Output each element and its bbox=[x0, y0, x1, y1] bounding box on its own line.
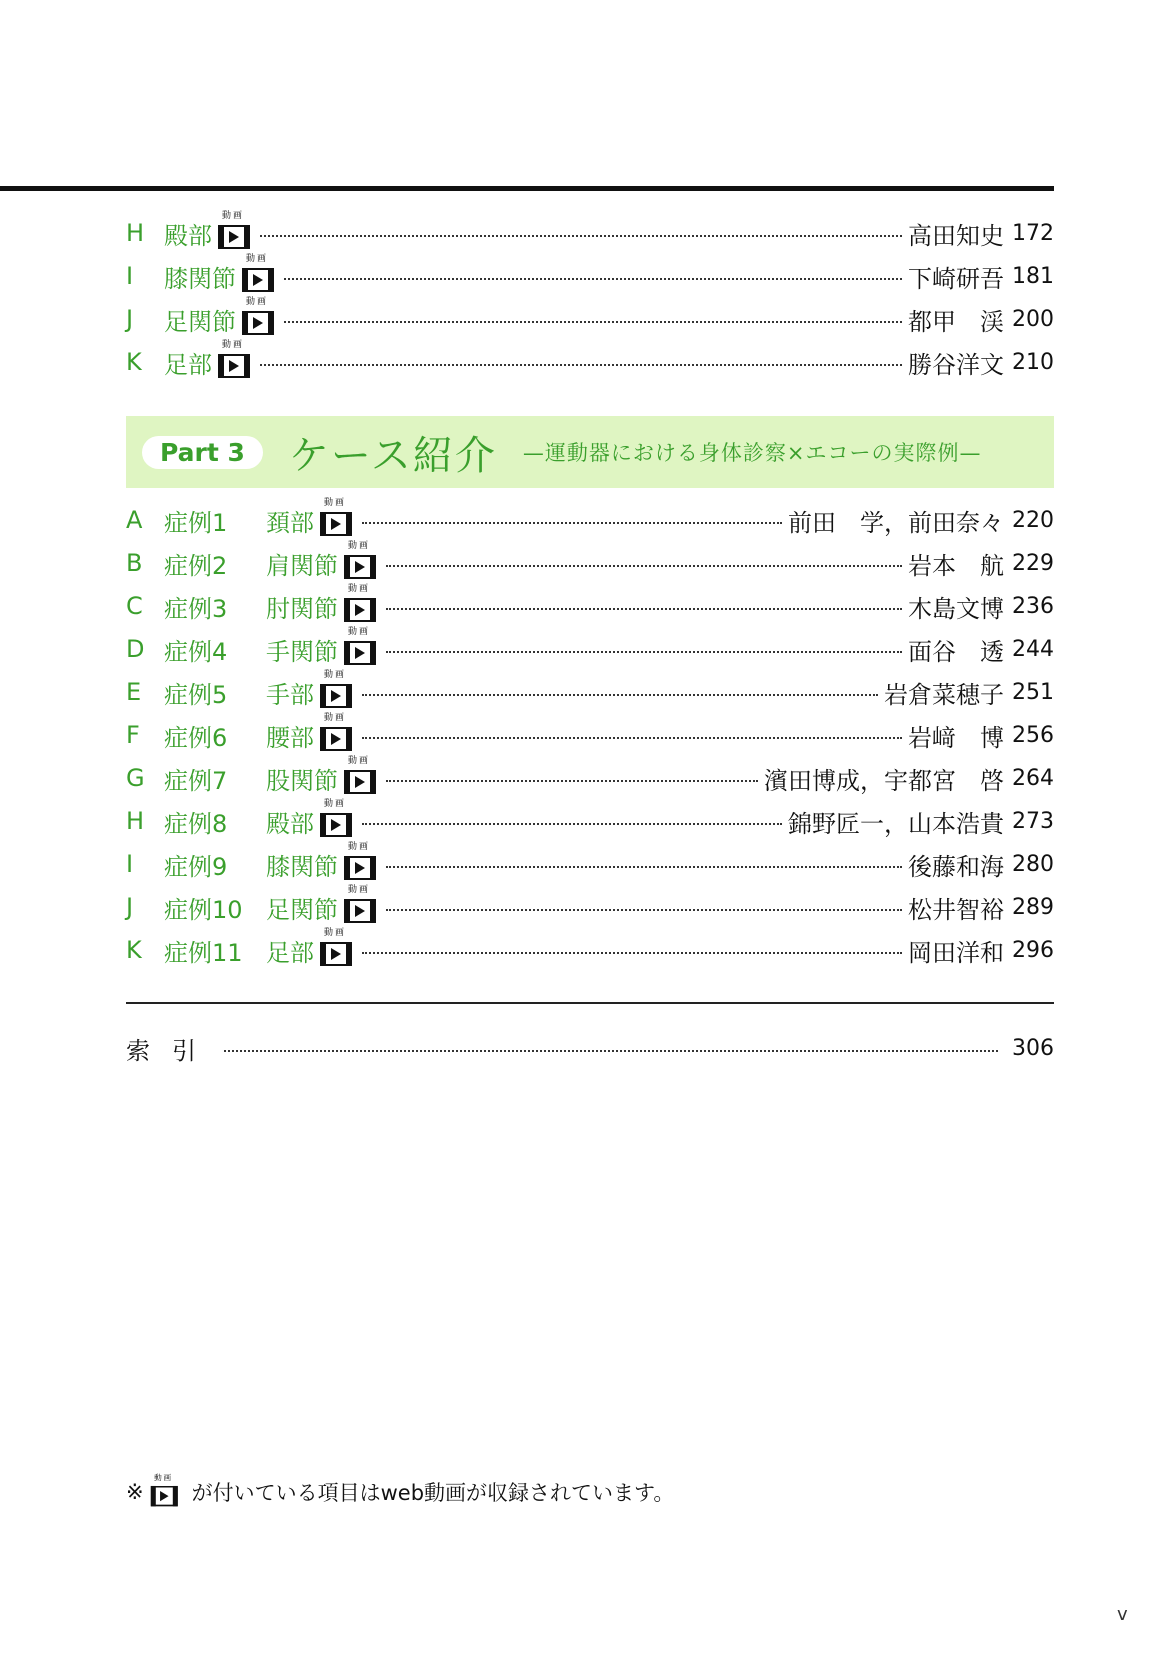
entry-letter: I bbox=[126, 850, 134, 878]
section-divider bbox=[126, 1002, 1054, 1004]
entry-letter: K bbox=[126, 936, 142, 964]
entry-letter: A bbox=[126, 506, 143, 534]
video-label: 動画 bbox=[348, 885, 371, 895]
entry-page: 220 bbox=[1012, 507, 1054, 533]
entry-title: 殿部 bbox=[164, 221, 212, 250]
entry-page: 289 bbox=[1012, 894, 1054, 920]
entry-author: 錦野匠一，山本浩貴 bbox=[788, 809, 1004, 838]
toc-entry[interactable] bbox=[126, 672, 1054, 712]
entry-letter: K bbox=[126, 348, 142, 376]
entry-region: 手部 bbox=[266, 680, 314, 709]
entry-letter: F bbox=[126, 721, 140, 749]
part-label: Part 3 bbox=[142, 436, 263, 469]
footnote bbox=[126, 1474, 674, 1510]
video-label: 動画 bbox=[348, 541, 371, 551]
entry-author: 木島文博 bbox=[908, 594, 1004, 623]
entry-author: 下崎研吾 bbox=[908, 264, 1004, 293]
entry-letter: H bbox=[126, 807, 145, 835]
toc-entry[interactable] bbox=[126, 299, 1054, 339]
entry-page: 172 bbox=[1012, 220, 1054, 246]
entry-page: 256 bbox=[1012, 722, 1054, 748]
entry-letter: E bbox=[126, 678, 142, 706]
dot-leader bbox=[260, 364, 902, 366]
video-icon bbox=[320, 670, 356, 710]
part-title: ケース紹介 bbox=[288, 432, 497, 479]
dot-leader bbox=[284, 321, 902, 323]
entry-author: 前田 学，前田奈々 bbox=[788, 508, 1004, 537]
entry-case: 症例3 bbox=[164, 594, 228, 623]
toc-entry[interactable] bbox=[126, 500, 1054, 540]
toc-entry[interactable] bbox=[126, 758, 1054, 798]
video-icon bbox=[320, 498, 356, 538]
toc-entry[interactable] bbox=[126, 887, 1054, 927]
entry-author: 後藤和海 bbox=[908, 852, 1004, 881]
entry-region: 肘関節 bbox=[266, 594, 338, 623]
entry-page: 251 bbox=[1012, 679, 1054, 705]
entry-letter: J bbox=[126, 893, 134, 921]
entry-case: 症例5 bbox=[164, 680, 228, 709]
entry-region: 膝関節 bbox=[266, 852, 338, 881]
page-number: v bbox=[1117, 1604, 1128, 1625]
toc-entry[interactable] bbox=[126, 801, 1054, 841]
entry-author: 岩本 航 bbox=[908, 551, 1004, 580]
entry-region: 足部 bbox=[266, 938, 314, 967]
video-icon bbox=[320, 799, 356, 839]
video-icon bbox=[344, 842, 380, 882]
dot-leader bbox=[362, 737, 902, 739]
entry-author: 岩﨑 博 bbox=[908, 723, 1004, 752]
entry-author: 松井智裕 bbox=[908, 895, 1004, 924]
entry-region: 股関節 bbox=[266, 766, 338, 795]
entry-region: 頚部 bbox=[266, 508, 314, 537]
video-label: 動画 bbox=[348, 584, 371, 594]
toc-entry[interactable] bbox=[126, 715, 1054, 755]
part-subtitle: —運動器における身体診察×エコーの実際例— bbox=[522, 441, 982, 465]
dot-leader bbox=[386, 909, 902, 911]
entry-case: 症例7 bbox=[164, 766, 228, 795]
video-label: 動画 bbox=[222, 340, 245, 350]
dot-leader bbox=[260, 235, 902, 237]
entry-author: 濱田博成，宇都宮 啓 bbox=[764, 766, 1004, 795]
entry-page: 296 bbox=[1012, 937, 1054, 963]
toc-entry[interactable] bbox=[126, 629, 1054, 669]
entry-page: 181 bbox=[1012, 263, 1054, 289]
video-icon bbox=[218, 211, 254, 251]
entry-page: 280 bbox=[1012, 851, 1054, 877]
video-label: 動画 bbox=[324, 670, 347, 680]
entry-region: 殿部 bbox=[266, 809, 314, 838]
entry-letter: B bbox=[126, 549, 143, 577]
toc-entry[interactable] bbox=[126, 586, 1054, 626]
index-entry[interactable] bbox=[126, 1028, 1054, 1068]
entry-page: 229 bbox=[1012, 550, 1054, 576]
dot-leader bbox=[284, 278, 902, 280]
video-icon bbox=[344, 627, 380, 667]
dot-leader bbox=[362, 823, 782, 825]
entry-region: 手関節 bbox=[266, 637, 338, 666]
entry-case: 症例9 bbox=[164, 852, 228, 881]
entry-title: 足部 bbox=[164, 350, 212, 379]
dot-leader bbox=[224, 1050, 998, 1052]
toc-entry[interactable] bbox=[126, 930, 1054, 970]
entry-author: 都甲 渓 bbox=[908, 307, 1004, 336]
top-rule bbox=[0, 186, 1054, 191]
entry-case: 症例11 bbox=[164, 938, 243, 967]
entry-page: 236 bbox=[1012, 593, 1054, 619]
toc-entry[interactable] bbox=[126, 844, 1054, 884]
video-label: 動画 bbox=[153, 1474, 173, 1483]
entry-author: 高田知史 bbox=[908, 221, 1004, 250]
video-label: 動画 bbox=[324, 498, 347, 508]
entry-letter: J bbox=[126, 305, 134, 333]
entry-letter: I bbox=[126, 262, 134, 290]
video-label: 動画 bbox=[324, 928, 347, 938]
entry-page: 200 bbox=[1012, 306, 1054, 332]
entry-region: 腰部 bbox=[266, 723, 314, 752]
entry-letter: G bbox=[126, 764, 145, 792]
entry-case: 症例2 bbox=[164, 551, 228, 580]
entry-case: 症例10 bbox=[164, 895, 243, 924]
dot-leader bbox=[362, 522, 782, 524]
dot-leader bbox=[386, 651, 902, 653]
video-label: 動画 bbox=[324, 799, 347, 809]
entry-region: 足関節 bbox=[266, 895, 338, 924]
entry-letter: C bbox=[126, 592, 143, 620]
video-label: 動画 bbox=[348, 627, 371, 637]
toc-entry[interactable] bbox=[126, 543, 1054, 583]
entry-title: 足関節 bbox=[164, 307, 236, 336]
video-icon bbox=[320, 928, 356, 968]
dot-leader bbox=[386, 565, 902, 567]
entry-page: 273 bbox=[1012, 808, 1054, 834]
footnote-prefix: ※ bbox=[126, 1480, 144, 1504]
entry-title: 膝関節 bbox=[164, 264, 236, 293]
video-icon bbox=[344, 541, 380, 581]
video-icon bbox=[242, 254, 278, 294]
index-page: 306 bbox=[1012, 1035, 1054, 1061]
entry-letter: D bbox=[126, 635, 145, 663]
video-icon bbox=[242, 297, 278, 337]
entry-author: 面谷 透 bbox=[908, 637, 1004, 666]
video-icon bbox=[150, 1474, 181, 1508]
dot-leader bbox=[362, 952, 902, 954]
entry-case: 症例6 bbox=[164, 723, 228, 752]
entry-page: 264 bbox=[1012, 765, 1054, 791]
entry-author: 勝谷洋文 bbox=[908, 350, 1004, 379]
video-label: 動画 bbox=[348, 842, 371, 852]
toc-entry[interactable] bbox=[126, 342, 1054, 382]
entry-case: 症例4 bbox=[164, 637, 228, 666]
video-icon bbox=[344, 885, 380, 925]
video-icon bbox=[344, 584, 380, 624]
entry-case: 症例1 bbox=[164, 508, 228, 537]
toc-entry[interactable] bbox=[126, 256, 1054, 296]
dot-leader bbox=[386, 608, 902, 610]
dot-leader bbox=[386, 780, 758, 782]
video-label: 動画 bbox=[324, 713, 347, 723]
entry-page: 244 bbox=[1012, 636, 1054, 662]
video-label: 動画 bbox=[222, 211, 245, 221]
video-label: 動画 bbox=[348, 756, 371, 766]
footnote-text: が付いている項目はweb動画が収録されています。 bbox=[191, 1481, 675, 1505]
video-label: 動画 bbox=[246, 297, 269, 307]
entry-region: 肩関節 bbox=[266, 551, 338, 580]
video-icon bbox=[218, 340, 254, 380]
part3-banner bbox=[126, 416, 1054, 488]
video-icon bbox=[320, 713, 356, 753]
entry-author: 岩倉菜穂子 bbox=[884, 680, 1004, 709]
entry-page: 210 bbox=[1012, 349, 1054, 375]
entry-case: 症例8 bbox=[164, 809, 228, 838]
index-title: 索引 bbox=[126, 1036, 218, 1065]
toc-entry[interactable] bbox=[126, 213, 1054, 253]
video-label: 動画 bbox=[246, 254, 269, 264]
dot-leader bbox=[362, 694, 878, 696]
entry-letter: H bbox=[126, 219, 145, 247]
dot-leader bbox=[386, 866, 902, 868]
video-icon bbox=[344, 756, 380, 796]
entry-author: 岡田洋和 bbox=[908, 938, 1004, 967]
